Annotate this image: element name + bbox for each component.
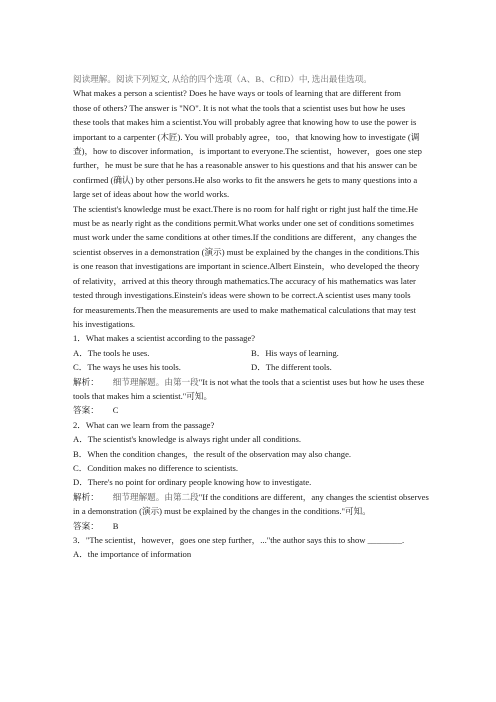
option-a: A．the importance of information <box>73 549 192 560</box>
passage-line: large set of ideas about how the world works. <box>73 189 230 200</box>
answer-value: B <box>112 520 119 531</box>
passage-line: must be as nearly right as the conditions permit.What works under one set of conditions sometimes <box>73 218 414 229</box>
question-3 <box>73 533 436 562</box>
analysis-continued: tools that makes him a scientist."可知。 <box>73 390 213 401</box>
passage-line: those of others? The answer is "NO". It is not what the tools that a scientist uses but how he uses <box>73 102 406 113</box>
passage-line: must work under the same conditions at other times.If the conditions are different，any changes the <box>73 232 417 243</box>
analysis-note: 细节理解题。由第二段 <box>112 491 199 502</box>
analysis-label: 解析： <box>73 491 99 502</box>
instruction-text: 阅读理解。阅读下列短文, 从给的四个选项（A、B、C和D）中, 选出最佳选项。 <box>73 74 372 84</box>
question-2 <box>73 418 436 533</box>
analysis-quote: "If the conditions are different，any changes the scientist observes <box>198 491 429 502</box>
analysis-continued: in a demonstration (演示) must be explained by the changes in the conditions."可知。 <box>73 506 371 517</box>
option-d: D．There's no point for ordinary people knowing how to investigate. <box>73 477 312 488</box>
passage-line: these tools that makes him a scientist.You will probably agree that knowing how to use the power is <box>73 117 417 128</box>
answer-label: 答案： <box>73 405 99 416</box>
option-a: A．The tools he uses. <box>73 347 150 358</box>
option-c: C．Condition makes no difference to scientists. <box>73 462 239 473</box>
question-1 <box>73 331 436 417</box>
option-d: D．The different tools. <box>251 362 332 373</box>
question-stem: 1．What makes a scientist according to the passage? <box>73 333 256 344</box>
analysis-label: 解析： <box>73 376 99 387</box>
question-stem: 3．"The scientist，however，goes one step further，..."the author says this to show ________. <box>73 535 405 545</box>
analysis-quote: "It is not what the tools that a scientist uses but how he uses these <box>198 376 425 387</box>
passage-line: of relativity，arrived at this theory through mathematics.The accuracy of his mathematics was later <box>73 275 416 286</box>
passage-line: further，he must be sure that he has a reasonable answer to his questions and that his answer can be <box>73 160 418 171</box>
passage-line: his investigations. <box>73 318 136 329</box>
answer-value: C <box>112 405 119 416</box>
passage-line: scientist observes in a demonstration (演示) must be explained by the changes in the conditions.This <box>73 246 420 257</box>
passage-line: tested through investigations.Einstein's ideas were shown to be correct.A scientist uses many tools <box>73 290 411 301</box>
passage-line: The scientist's knowledge must be exact.There is no room for half right or right just half the time.He <box>73 203 418 214</box>
option-b: B．When the condition changes，the result of the observation may also change. <box>73 448 352 459</box>
option-c: C．The ways he uses his tools. <box>73 362 181 373</box>
passage-line: is one reason that investigations are important in science.Albert Einstein，who developed the theory <box>73 261 420 272</box>
option-b: B．His ways of learning. <box>251 347 339 358</box>
question-stem: 2．What can we learn from the passage? <box>73 419 215 430</box>
analysis-note: 细节理解题。由第一段 <box>112 376 199 387</box>
passage-line: important to a carpenter (木匠). You will probably agree，too，that knowing how to investigate (调 <box>73 131 420 142</box>
option-a: A．The scientist's knowledge is always right under all conditions. <box>73 434 302 445</box>
passage-line: confirmed (确认) by other persons.He also works to fit the answers he gets to many questions into a <box>73 174 418 185</box>
passage-line: for measurements.Then the measurements are used to make mathematical calculations that may test <box>73 304 416 315</box>
answer-label: 答案： <box>73 520 99 531</box>
passage-line: 查)，how to discover information，is important to everyone.The scientist，however，goes one step <box>73 146 422 157</box>
passage-line: What makes a person a scientist? Does he have ways or tools of learning that are different from <box>73 88 401 99</box>
reading-passage <box>73 86 436 331</box>
